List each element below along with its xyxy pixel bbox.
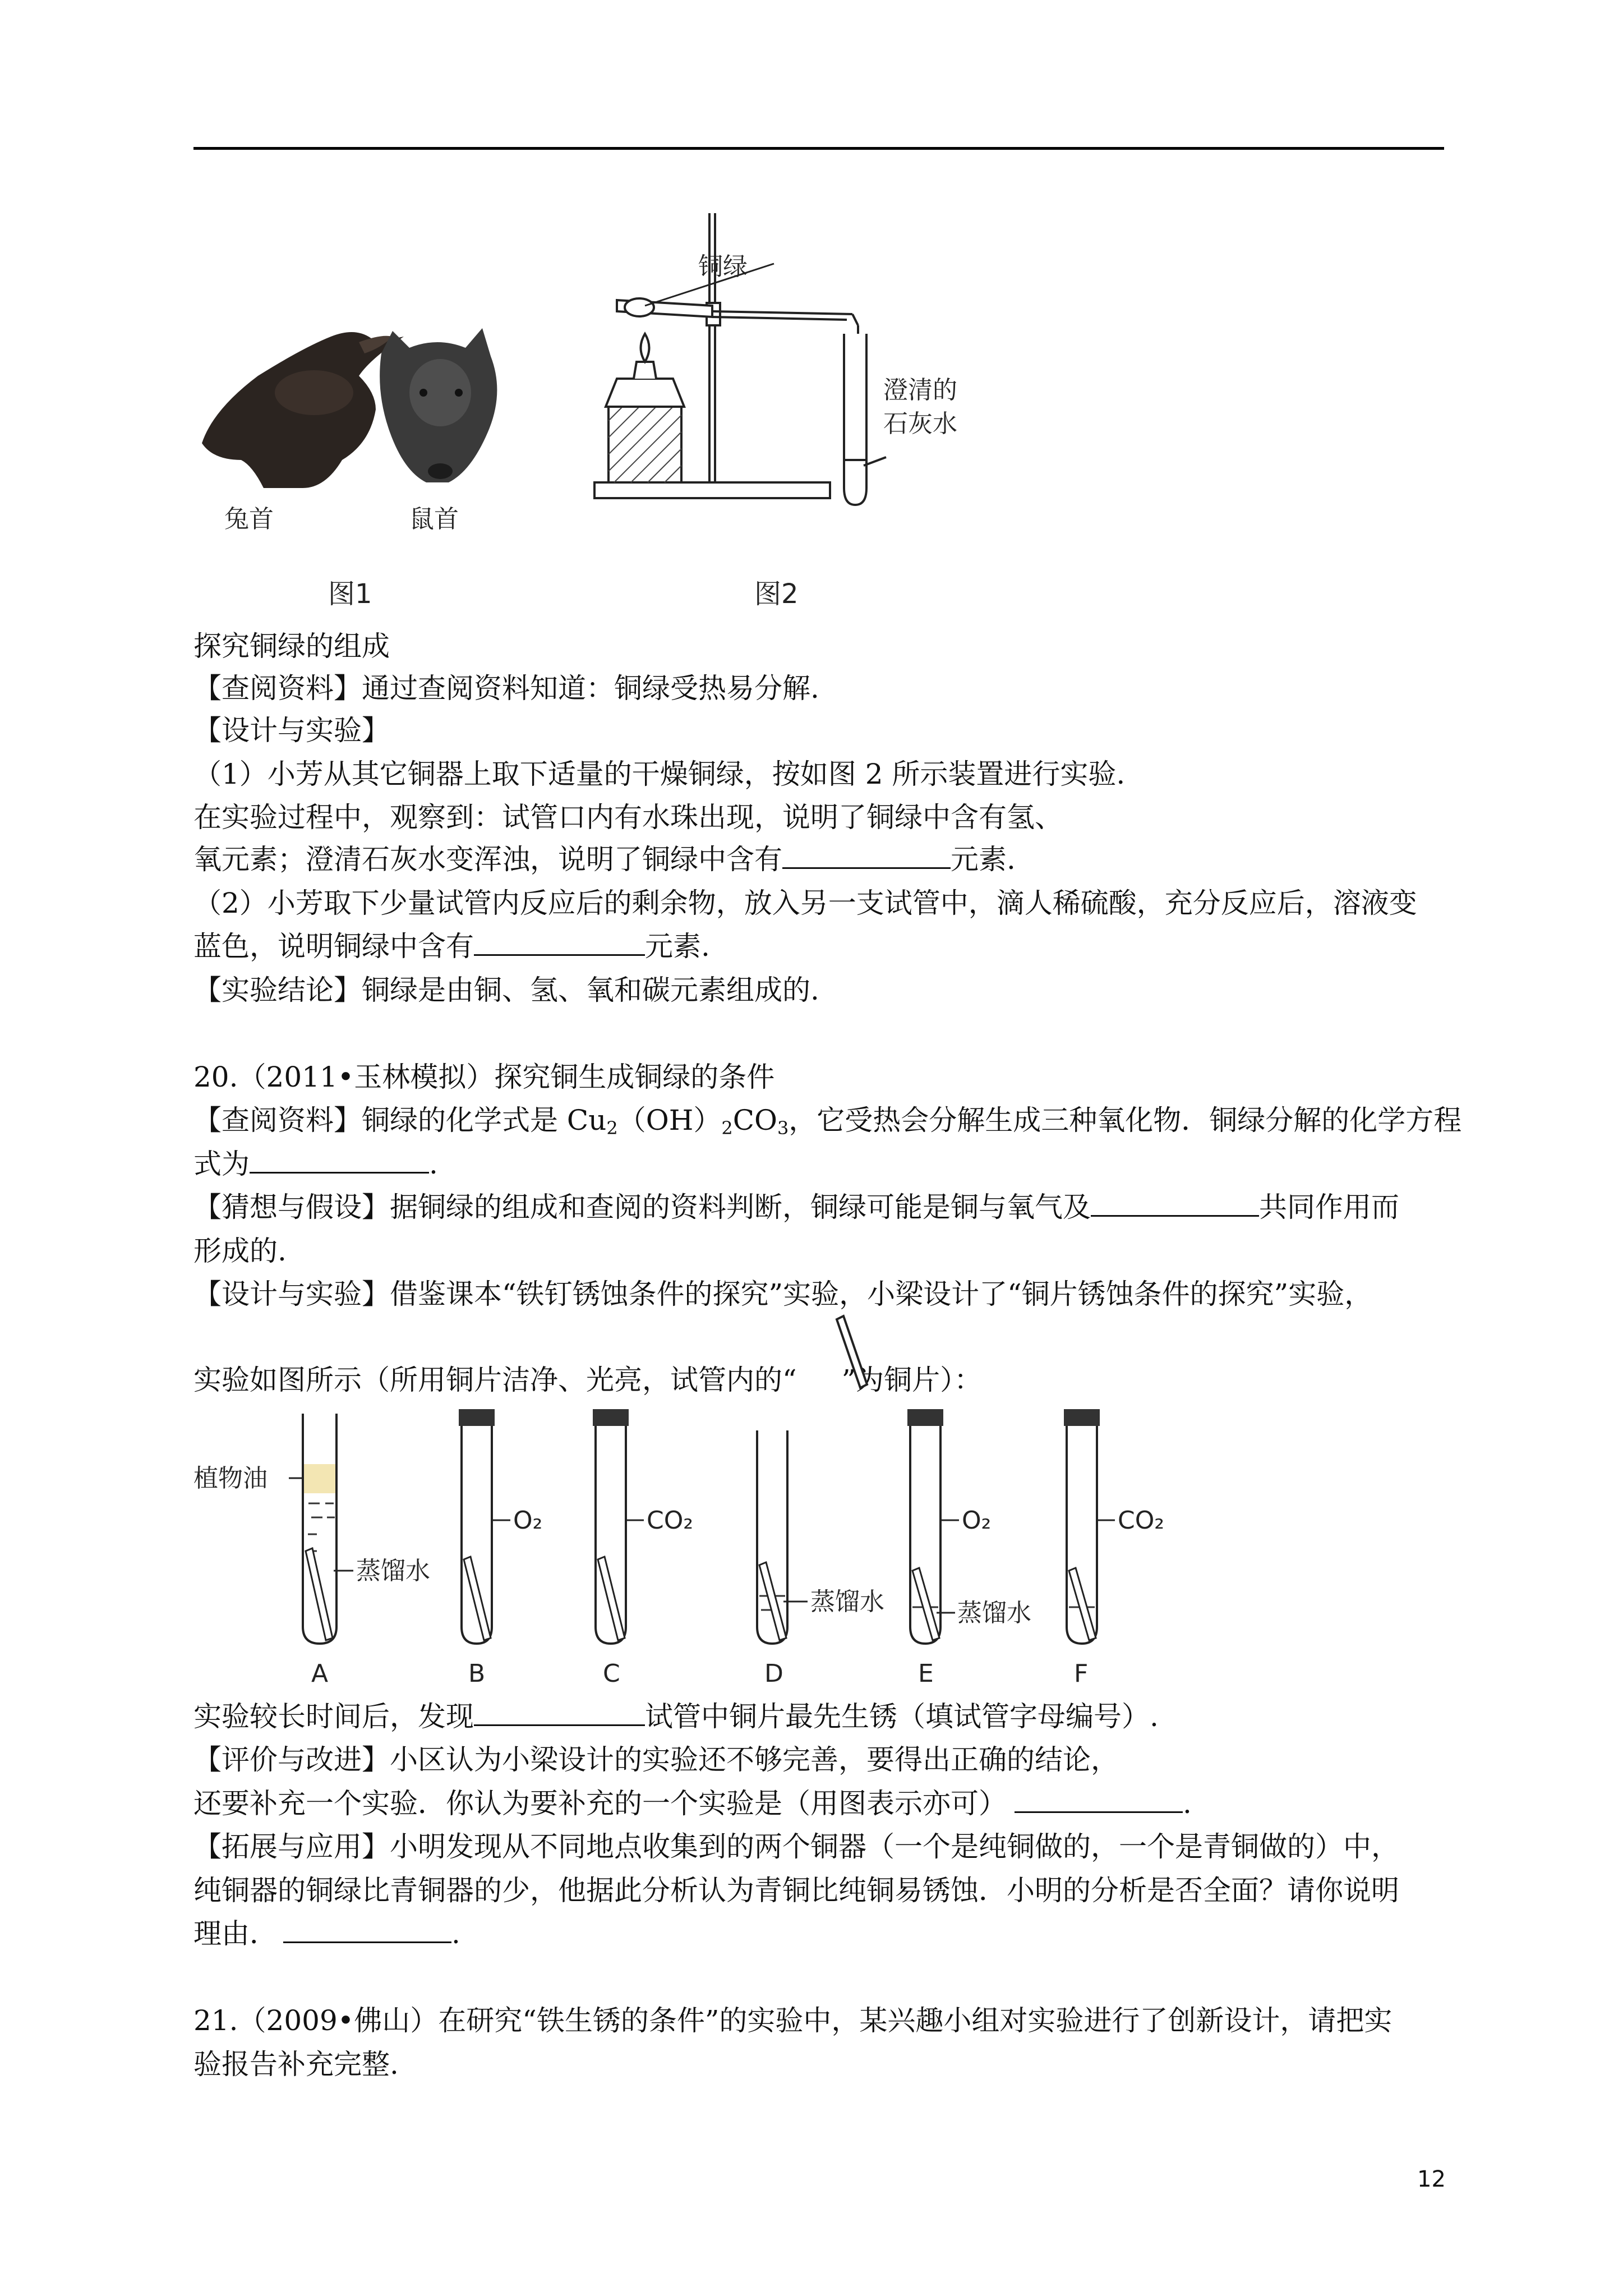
q20-design: 【设计与实验】借鉴课本“铁钉锈蚀条件的探究”实验，小梁设计了“铜片锈蚀条件的探究”实验，	[193, 1278, 1373, 1310]
section1-step2a: （2）小芳取下少量试管内反应后的剩余物，放入另一支试管中，滴人稀硫酸，充分反应后，溶液变	[193, 887, 1417, 919]
q20-lookup2-post: .	[429, 1148, 438, 1180]
fig1-label-rabbit: 兔首	[224, 505, 274, 533]
q20-lookup2	[193, 1147, 438, 1181]
rat-head-image	[380, 328, 497, 482]
q20-eval1: 【评价与改进】小区认为小梁设计的实验还不够完善，要得出正确的结论，	[193, 1743, 1119, 1776]
test-tubes-figure	[193, 1408, 1214, 1688]
letter-c: C	[603, 1659, 620, 1688]
header-rule	[193, 147, 1444, 150]
step2b-prefix: 蓝色，说明铜绿中含有	[193, 930, 474, 963]
label-oil: 植物油	[193, 1464, 268, 1493]
q20-eval2-post: .	[1183, 1787, 1192, 1820]
q20-design2-pre: 实验如图所示（所用铜片洁净、光亮，试管内的“	[193, 1364, 797, 1396]
q20-design2-post: ”为铜片）：	[841, 1364, 983, 1396]
label-o2-e: O₂	[962, 1506, 992, 1535]
carbon-blank[interactable]	[782, 843, 951, 869]
label-co2-f: CO₂	[1118, 1506, 1164, 1535]
section1-title: 探究铜绿的组成	[193, 630, 390, 662]
tube-a	[303, 1414, 336, 1644]
top-figures	[191, 208, 1066, 623]
formula-sub-1: 2	[606, 1117, 618, 1139]
section1-step1: （1）小芳从其它铜器上取下适量的干燥铜绿，按如图 2 所示装置进行实验.	[193, 758, 1126, 790]
tube-f	[1064, 1409, 1115, 1644]
q21-line2: 验报告补充完整.	[193, 2048, 399, 2081]
step1c-prefix: 氧元素；澄清石灰水变浑浊，说明了铜绿中含有	[193, 843, 782, 876]
tube-e	[907, 1409, 959, 1644]
copper-strip-icon	[830, 1313, 875, 1391]
letter-b: B	[468, 1659, 486, 1688]
tube-b	[459, 1409, 510, 1644]
q20-result-post: 试管中铜片最先生锈（填试管字母编号）.	[645, 1700, 1159, 1733]
q20-lookup-post: CO	[732, 1104, 777, 1137]
q20-eval2-pre: 还要补充一个实验．你认为要补充的一个实验是（用图表示亦可）	[193, 1787, 1007, 1820]
section1-design: 【设计与实验】	[193, 714, 390, 747]
copper-blank[interactable]	[474, 930, 645, 956]
letter-e: E	[918, 1659, 934, 1688]
formula-sub-3: 3	[777, 1117, 789, 1139]
fig2-label-limewater: 石灰水	[883, 409, 957, 438]
q21-line1: 21.（2009•佛山）在研究“铁生锈的条件”的实验中，某兴趣小组对实验进行了创新设计，请把实	[193, 2004, 1393, 2037]
fig2-caption: 图2	[754, 578, 799, 610]
page-number: 12	[1417, 2166, 1446, 2192]
q20-heading: 20.（2011•玉林模拟）探究铜生成铜绿的条件	[193, 1061, 775, 1093]
section1-step2b	[193, 930, 710, 963]
q20-guess-pre: 【猜想与假设】据铜绿的组成和查阅的资料判断，铜绿可能是铜与氧气及	[193, 1191, 1091, 1223]
q20-ext2: 纯铜器的铜绿比青铜器的少，他据此分析认为青铜比纯铜易锈蚀．小明的分析是否全面？请你说明	[193, 1874, 1399, 1907]
fig2-label-clear: 澄清的	[883, 376, 957, 404]
q20-lookup-pre: 【查阅资料】铜绿的化学式是 Cu	[193, 1104, 607, 1137]
q20-ext1: 【拓展与应用】小明发现从不同地点收集到的两个铜器（一个是纯铜做的，一个是青铜做的）中，	[193, 1830, 1399, 1863]
formula-sub-2: 2	[721, 1117, 733, 1139]
label-water-d: 蒸馏水	[810, 1588, 884, 1616]
q20-guess	[193, 1190, 1399, 1224]
equation-blank[interactable]	[250, 1147, 429, 1174]
letter-a: A	[311, 1659, 329, 1688]
label-water-a: 蒸馏水	[356, 1557, 430, 1585]
letter-d: D	[764, 1659, 783, 1688]
reason-blank[interactable]	[283, 1917, 451, 1943]
guess-blank[interactable]	[1091, 1190, 1259, 1217]
label-water-e: 蒸馏水	[957, 1599, 1031, 1627]
label-co2-c: CO₂	[647, 1506, 693, 1535]
q20-ext3	[193, 1917, 460, 1950]
q20-lookup-end: ，它受热会分解生成三种氧化物．铜绿分解的化学方程	[789, 1104, 1462, 1137]
fig2-label-verdigris: 铜绿	[698, 252, 748, 281]
letter-f: F	[1074, 1659, 1089, 1688]
supplement-blank[interactable]	[1015, 1787, 1183, 1813]
q20-lookup-mid: （OH）	[617, 1104, 722, 1137]
tube-c	[593, 1409, 644, 1644]
section1-conclusion: 【实验结论】铜绿是由铜、氢、氧和碳元素组成的.	[193, 974, 819, 1006]
tube-answer-blank[interactable]	[474, 1700, 645, 1726]
label-o2-b: O₂	[513, 1506, 543, 1535]
fig1-caption: 图1	[328, 578, 372, 610]
section1-lookup: 【查阅资料】通过查阅资料知道：铜绿受热易分解.	[193, 672, 819, 705]
q20-result-pre: 实验较长时间后，发现	[193, 1700, 474, 1733]
q20-guess-post: 共同作用而	[1259, 1191, 1399, 1223]
step1c-suffix: 元素.	[951, 843, 1016, 876]
section1-step1b: 在实验过程中，观察到：试管口内有水珠出现，说明了铜绿中含有氢、	[193, 801, 1063, 834]
q20-ext3-pre: 理由．	[193, 1917, 278, 1950]
tube-d	[757, 1430, 808, 1644]
fig1-label-rat: 鼠首	[409, 505, 459, 533]
q20-eval2	[193, 1787, 1192, 1820]
q20-ext3-post: .	[451, 1917, 460, 1950]
q20-guess2: 形成的.	[193, 1235, 287, 1267]
q20-lookup	[193, 1103, 1461, 1137]
step2b-suffix: 元素.	[645, 930, 710, 963]
q20-lookup2-pre: 式为	[193, 1148, 250, 1180]
q20-result	[193, 1700, 1159, 1733]
rabbit-head-image	[202, 332, 404, 488]
section1-step1c	[193, 843, 1016, 876]
